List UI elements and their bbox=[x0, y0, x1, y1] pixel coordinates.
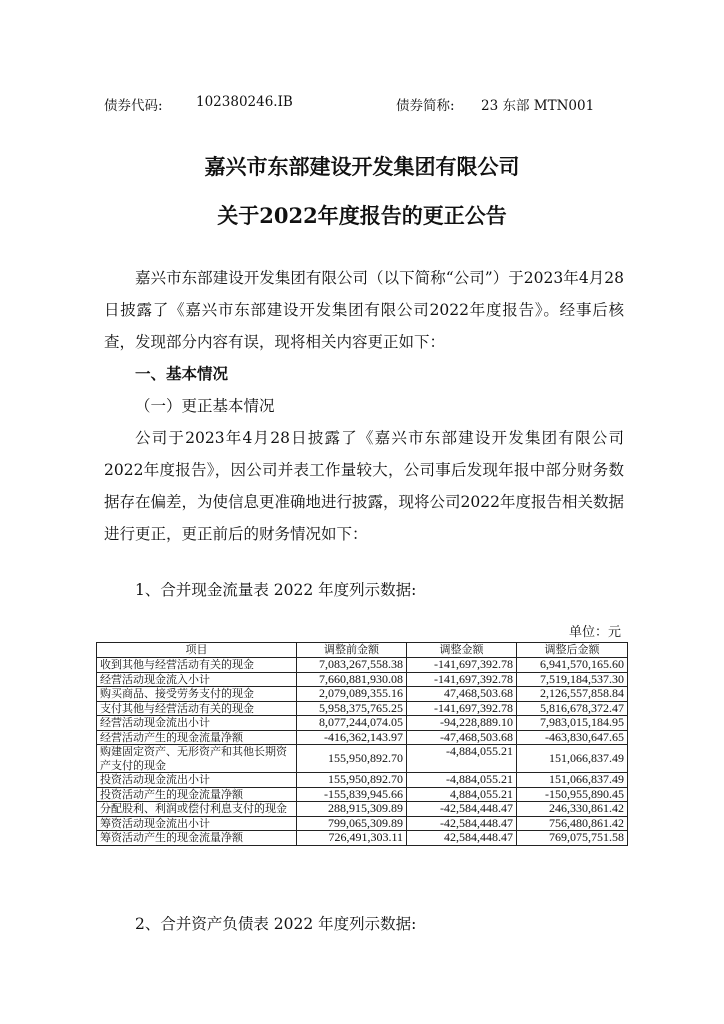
row-before: 799,065,309.89 bbox=[297, 816, 407, 831]
bond-code-label: 债券代码: bbox=[104, 98, 163, 114]
title-line-2: 关于2022年度报告的更正公告 bbox=[217, 203, 507, 228]
row-item: 支付其他与经营活动有关的现金 bbox=[97, 701, 297, 716]
row-before: 155,950,892.70 bbox=[297, 745, 407, 773]
cashflow-table bbox=[96, 642, 628, 846]
intro-paragraph: 嘉兴市东部建设开发集团有限公司（以下简称“公司”）于2023年4月28日披露了《嘉兴市东部建设开发集团有限公司2022年度报告》。经事后核查，发现部分内容有误，现将相关内容更正如下： bbox=[104, 269, 624, 351]
row-adjust: -4,884,055.21 bbox=[407, 773, 517, 788]
unit-label: 单位：元 bbox=[568, 625, 621, 640]
row-adjust: -141,697,392.78 bbox=[407, 658, 517, 673]
row-after: 7,519,184,537.30 bbox=[517, 672, 628, 687]
row-after: 769,075,751.58 bbox=[517, 831, 628, 846]
row-before: 7,660,881,930.08 bbox=[297, 672, 407, 687]
table-row bbox=[97, 773, 628, 788]
table-row bbox=[97, 802, 628, 817]
header-before: 调整前金额 bbox=[297, 643, 407, 658]
table-row bbox=[97, 831, 628, 846]
row-before: 8,077,244,074.05 bbox=[297, 716, 407, 731]
row-after: 151,066,837.49 bbox=[517, 773, 628, 788]
table-row bbox=[97, 816, 628, 831]
table-row bbox=[97, 687, 628, 702]
row-adjust: 47,468,503.68 bbox=[407, 687, 517, 702]
section-heading: 一、基本情况 bbox=[135, 364, 229, 383]
row-item: 经营活动现金流入小计 bbox=[97, 672, 297, 687]
table-row bbox=[97, 672, 628, 687]
row-item: 购建固定资产、无形资产和其他长期资产支付的现金 bbox=[97, 745, 297, 773]
bond-code-value: 102380246.IB bbox=[196, 94, 293, 110]
title-line-1: 嘉兴市东部建设开发集团有限公司 bbox=[204, 154, 520, 179]
body bbox=[104, 262, 624, 550]
row-adjust: -141,697,392.78 bbox=[407, 701, 517, 716]
row-before: 5,958,375,765.25 bbox=[297, 701, 407, 716]
row-before: 155,950,892.70 bbox=[297, 773, 407, 788]
table-row bbox=[97, 787, 628, 802]
sub1-heading: 1、合并现金流量表 2022 年度列示数据: bbox=[135, 581, 417, 599]
table-row bbox=[97, 716, 628, 731]
table-header-row bbox=[97, 643, 628, 658]
row-before: 2,079,089,355.16 bbox=[297, 687, 407, 702]
row-adjust: 4,884,055.21 bbox=[407, 787, 517, 802]
subsection-heading: （一）更正基本情况 bbox=[135, 397, 275, 415]
row-item: 分配股利、利润或偿付利息支付的现金 bbox=[97, 802, 297, 817]
row-item: 投资活动现金流出小计 bbox=[97, 773, 297, 788]
row-adjust: -47,468,503.68 bbox=[407, 730, 517, 745]
row-item: 购买商品、接受劳务支付的现金 bbox=[97, 687, 297, 702]
header-adjust: 调整金额 bbox=[407, 643, 517, 658]
row-item: 投资活动产生的现金流量净额 bbox=[97, 787, 297, 802]
row-before: 726,491,303.11 bbox=[297, 831, 407, 846]
row-after: -150,955,890.45 bbox=[517, 787, 628, 802]
row-before: -155,839,945.66 bbox=[297, 787, 407, 802]
row-adjust: -42,584,448.47 bbox=[407, 802, 517, 817]
row-before: 288,915,309.89 bbox=[297, 802, 407, 817]
row-item: 经营活动产生的现金流量净额 bbox=[97, 730, 297, 745]
table-row bbox=[97, 658, 628, 673]
header-after: 调整后金额 bbox=[517, 643, 628, 658]
row-after: 6,941,570,165.60 bbox=[517, 658, 628, 673]
sub2-heading: 2、合并资产负债表 2022 年度列示数据: bbox=[135, 915, 417, 933]
row-item: 经营活动现金流出小计 bbox=[97, 716, 297, 731]
row-after: 756,480,861.42 bbox=[517, 816, 628, 831]
row-item: 筹资活动现金流出小计 bbox=[97, 816, 297, 831]
row-adjust: -94,228,889.10 bbox=[407, 716, 517, 731]
row-item: 收到其他与经营活动有关的现金 bbox=[97, 658, 297, 673]
row-item: 筹资活动产生的现金流量净额 bbox=[97, 831, 297, 846]
row-adjust: -141,697,392.78 bbox=[407, 672, 517, 687]
row-after: 151,066,837.49 bbox=[517, 745, 628, 773]
row-after: -463,830,647.65 bbox=[517, 730, 628, 745]
row-after: 2,126,557,858.84 bbox=[517, 687, 628, 702]
row-after: 7,983,015,184.95 bbox=[517, 716, 628, 731]
table-row bbox=[97, 730, 628, 745]
row-before: 7,083,267,558.38 bbox=[297, 658, 407, 673]
row-adjust: -42,584,448.47 bbox=[407, 816, 517, 831]
row-after: 5,816,678,372.47 bbox=[517, 701, 628, 716]
row-after: 246,330,861.42 bbox=[517, 802, 628, 817]
header-item: 项目 bbox=[97, 643, 297, 658]
row-adjust: 42,584,448.47 bbox=[407, 831, 517, 846]
table-row bbox=[97, 745, 628, 773]
row-before: -416,362,143.97 bbox=[297, 730, 407, 745]
correction-paragraph: 公司于2023年4月28日披露了《嘉兴市东部建设开发集团有限公司2022年度报告》，因公司并表工作量较大，公司事后发现年报中部分财务数据存在偏差，为使信息更准确地进行披露，现将公司2022年度报告相关数据进行更正，更正前后的财务情况如下： bbox=[104, 429, 624, 543]
bond-abbr-label: 债券简称: bbox=[396, 98, 455, 114]
row-adjust: -4,884,055.21 bbox=[407, 745, 517, 773]
table-row bbox=[97, 701, 628, 716]
bond-abbr-value: 23 东部 MTN001 bbox=[481, 98, 595, 114]
